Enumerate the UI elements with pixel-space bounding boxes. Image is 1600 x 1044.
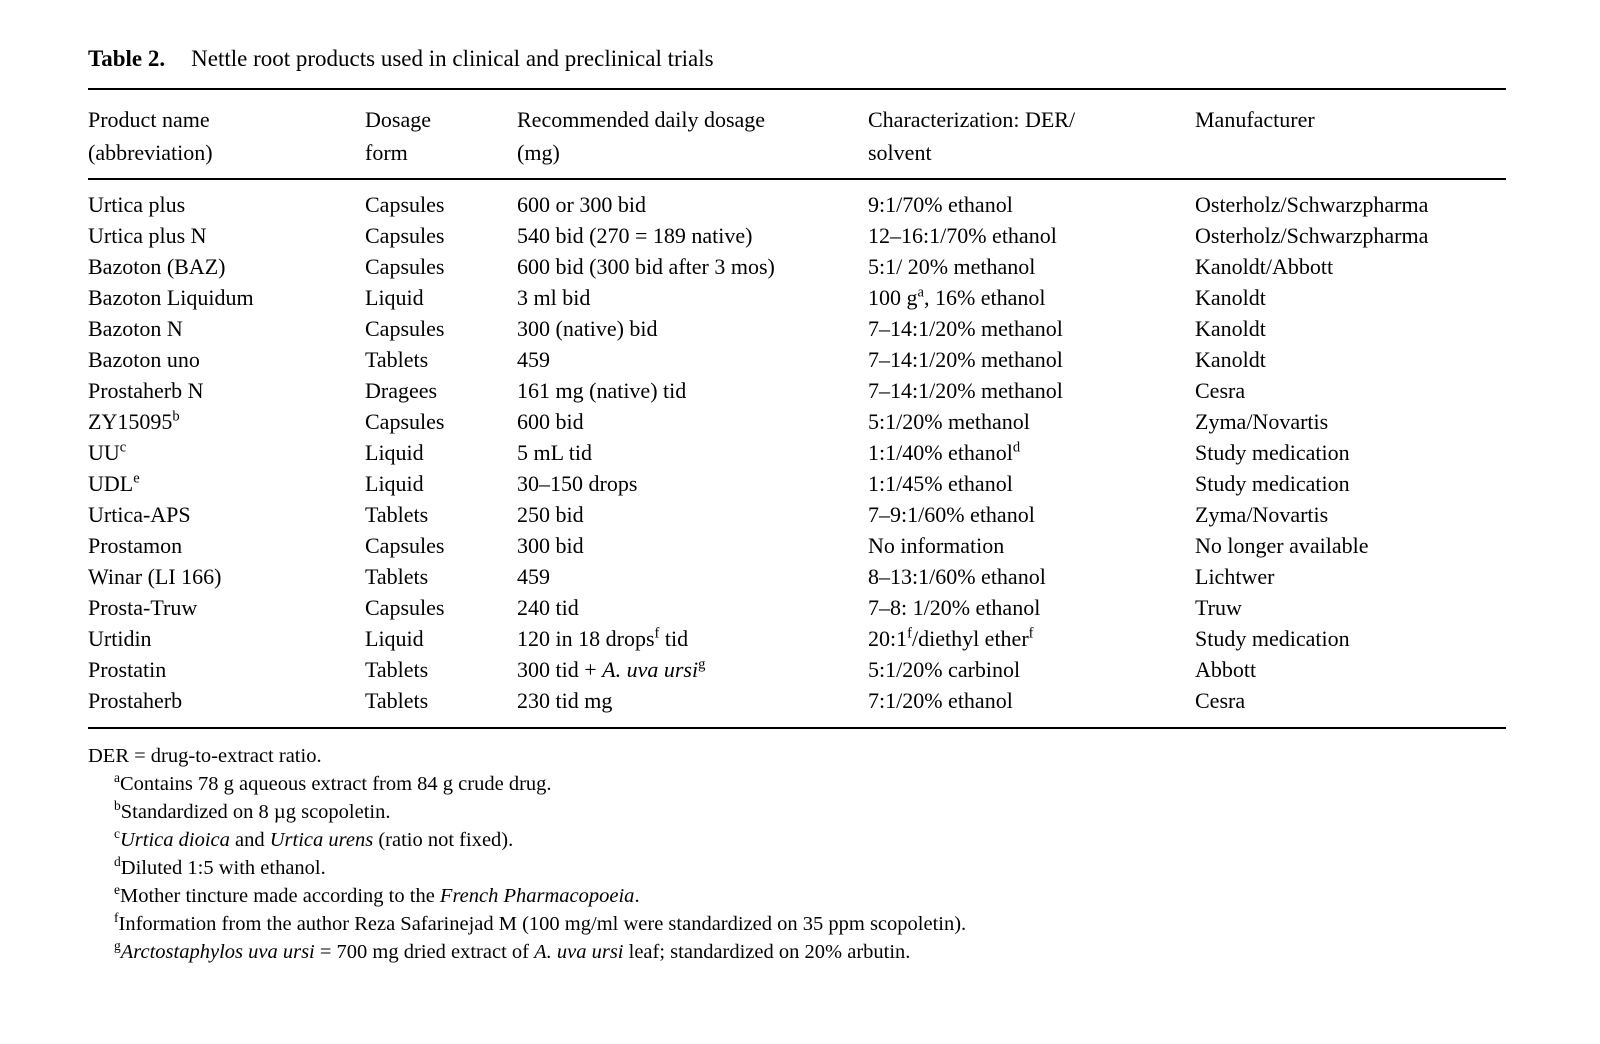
cell-daily-dosage: 459 (517, 347, 550, 372)
cell-dosage-form: Capsules (365, 192, 445, 217)
footnote-line: $^e$Mother tincture made according to the French Pharmacopoeia. (114, 882, 640, 907)
cell-daily-dosage: 600 bid (517, 409, 584, 434)
table-row (88, 654, 1506, 685)
table-caption-title: Nettle root products used in clinical and preclinical trials (191, 46, 714, 71)
cell-characterization: 12–16:1/70% ethanol (868, 223, 1057, 248)
cell-dosage-form: Dragees (365, 378, 438, 403)
cell-characterization: 1:1/40% ethanol$^d$ (868, 439, 1021, 465)
cell-manufacturer: Kanoldt (1195, 347, 1266, 372)
column-header-line: Product name (88, 107, 210, 132)
footnote-line: $^g$Arctostaphylos uva ursi = 700 mg dried extract of A. uva ursi leaf; standardized on 20% arbutin. (114, 938, 911, 963)
cell-dosage-form: Tablets (365, 688, 429, 713)
cell-manufacturer: Zyma/Novartis (1195, 409, 1329, 434)
cell-manufacturer: Kanoldt/Abbott (1195, 254, 1334, 279)
cell-daily-dosage: 5 mL tid (517, 440, 592, 465)
table-caption-label: Table 2. (88, 46, 166, 71)
cell-product-name: Urtica-APS (88, 502, 191, 527)
cell-product-name: Prostaherb (88, 688, 183, 713)
cell-manufacturer: Study medication (1195, 626, 1350, 651)
cell-product-name: Bazoton uno (88, 347, 200, 372)
cell-manufacturer: Abbott (1195, 657, 1257, 682)
cell-daily-dosage: 250 bid (517, 502, 584, 527)
column-header-daily-dosage (517, 103, 868, 169)
cell-daily-dosage: 540 bid (270 = 189 native) (517, 223, 753, 248)
cell-product-name: Urtidin (88, 626, 152, 651)
cell-dosage-form: Capsules (365, 223, 445, 248)
cell-dosage-form: Tablets (365, 502, 429, 527)
footnote-line: $^d$Diluted 1:5 with ethanol. (114, 854, 326, 879)
cell-daily-dosage: 600 bid (300 bid after 3 mos) (517, 254, 775, 279)
column-header-line: form (365, 140, 408, 165)
cell-characterization: 7–14:1/20% methanol (868, 378, 1063, 403)
footnote-line: $^b$Standardized on 8 µg scopoletin. (114, 798, 391, 823)
cell-manufacturer: Study medication (1195, 440, 1350, 465)
cell-daily-dosage: 240 tid (517, 595, 579, 620)
footnote-line: $^a$Contains 78 g aqueous extract from 84 g crude drug. (114, 770, 552, 795)
cell-product-name: Prostatin (88, 657, 167, 682)
cell-product-name: $UU^c$ (88, 439, 127, 465)
cell-product-name: Prostamon (88, 533, 183, 558)
table-body (88, 180, 1506, 729)
cell-manufacturer: Cesra (1195, 688, 1246, 713)
cell-daily-dosage: 30–150 drops (517, 471, 638, 496)
cell-characterization: 5:1/ 20% methanol (868, 254, 1036, 279)
cell-manufacturer: Kanoldt (1195, 316, 1266, 341)
footnote-line: $^f$Information from the author Reza Safarinejad M (100 mg/ml were standardized on 35 ppm scopoletin). (114, 910, 967, 935)
cell-product-name: Urtica plus N (88, 223, 207, 248)
cell-manufacturer: Lichtwer (1195, 564, 1275, 589)
cell-characterization: 7–8: 1/20% ethanol (868, 595, 1041, 620)
column-header-line: Recommended daily dosage (517, 107, 766, 132)
column-header-manufacturer (1195, 103, 1506, 169)
table-row (88, 437, 1506, 468)
cell-daily-dosage: 300 (native) bid (517, 316, 658, 341)
cell-daily-dosage: 300 tid + A. uva ursi$^g$ (517, 656, 706, 682)
table-row (88, 561, 1506, 592)
cell-characterization: 100 $g^a$, 16% ethanol (868, 284, 1046, 310)
cell-product-name: ZY15095$^b$ (88, 408, 180, 434)
cell-manufacturer: Osterholz/Schwarzpharma (1195, 192, 1429, 217)
table-caption (88, 44, 1506, 74)
cell-manufacturer: No longer available (1195, 533, 1369, 558)
column-header-line: Manufacturer (1195, 107, 1315, 132)
footnote-line: DER = drug-to-extract ratio. (88, 745, 322, 767)
column-header-line: Characterization: DER/ (868, 107, 1076, 132)
cell-product-name: Bazoton (BAZ) (88, 254, 226, 279)
cell-dosage-form: Liquid (365, 471, 424, 496)
cell-daily-dosage: 161 mg (native) tid (517, 378, 687, 403)
cell-characterization: 7–14:1/20% methanol (868, 316, 1063, 341)
cell-daily-dosage: 459 (517, 564, 550, 589)
cell-manufacturer: Zyma/Novartis (1195, 502, 1329, 527)
cell-manufacturer: Osterholz/Schwarzpharma (1195, 223, 1429, 248)
cell-daily-dosage: 230 tid mg (517, 688, 613, 713)
cell-dosage-form: Tablets (365, 657, 429, 682)
column-header-line: (abbreviation) (88, 140, 213, 165)
table-row (88, 251, 1506, 282)
table-row (88, 530, 1506, 561)
cell-characterization: 9:1/70% ethanol (868, 192, 1013, 217)
cell-daily-dosage: 120 in 18 drops$^f$ tid (517, 625, 689, 651)
cell-characterization: 7–14:1/20% methanol (868, 347, 1063, 372)
cell-daily-dosage: 3 ml bid (517, 285, 591, 310)
table-row (88, 468, 1506, 499)
cell-product-name: Prostaherb N (88, 378, 204, 403)
cell-characterization: 7:1/20% ethanol (868, 688, 1013, 713)
column-header-product-name (88, 103, 365, 169)
cell-characterization: 20:1$^f$/diethyl ether$^f$ (868, 625, 1034, 651)
cell-dosage-form: Capsules (365, 533, 445, 558)
cell-product-name: Bazoton N (88, 316, 183, 341)
table-header-row (88, 90, 1506, 180)
cell-characterization: 5:1/20% carbinol (868, 657, 1021, 682)
column-header-line: (mg) (517, 140, 560, 165)
cell-product-name: Bazoton Liquidum (88, 285, 254, 310)
cell-dosage-form: Capsules (365, 409, 445, 434)
cell-manufacturer: Cesra (1195, 378, 1246, 403)
cell-characterization: 1:1/45% ethanol (868, 471, 1013, 496)
cell-dosage-form: Liquid (365, 285, 424, 310)
table-row (88, 623, 1506, 654)
table-block (88, 44, 1506, 966)
cell-daily-dosage: 300 bid (517, 533, 584, 558)
table-row (88, 282, 1506, 313)
cell-product-name: Winar (LI 166) (88, 564, 222, 589)
cell-dosage-form: Capsules (365, 254, 445, 279)
cell-characterization: 5:1/20% methanol (868, 409, 1030, 434)
table-row (88, 499, 1506, 530)
cell-manufacturer: Kanoldt (1195, 285, 1266, 310)
table-row (88, 685, 1506, 716)
cell-characterization: 8–13:1/60% ethanol (868, 564, 1046, 589)
cell-dosage-form: Capsules (365, 316, 445, 341)
footnote-line: $^c$Urtica dioica and Urtica urens (ratio not fixed). (114, 826, 514, 851)
cell-dosage-form: Liquid (365, 440, 424, 465)
cell-characterization: 7–9:1/60% ethanol (868, 502, 1035, 527)
cell-characterization: No information (868, 533, 1005, 558)
table-row (88, 375, 1506, 406)
cell-dosage-form: Liquid (365, 626, 424, 651)
cell-dosage-form: Tablets (365, 564, 429, 589)
cell-manufacturer: Study medication (1195, 471, 1350, 496)
data-table (88, 88, 1506, 729)
cell-daily-dosage: 600 or 300 bid (517, 192, 646, 217)
footnotes (88, 742, 1506, 966)
cell-dosage-form: Tablets (365, 347, 429, 372)
cell-product-name: Prosta-Truw (88, 595, 198, 620)
cell-product-name: UDL$^e$ (88, 470, 140, 496)
table-row (88, 189, 1506, 220)
column-header-line: solvent (868, 140, 932, 165)
table-row (88, 344, 1506, 375)
column-header-dosage-form (365, 103, 517, 169)
cell-dosage-form: Capsules (365, 595, 445, 620)
table-row (88, 592, 1506, 623)
table-row (88, 313, 1506, 344)
cell-manufacturer: Truw (1195, 595, 1242, 620)
table-row (88, 220, 1506, 251)
cell-product-name: Urtica plus (88, 192, 186, 217)
column-header-line: Dosage (365, 107, 431, 132)
table-row (88, 406, 1506, 437)
column-header-characterization (868, 103, 1195, 169)
